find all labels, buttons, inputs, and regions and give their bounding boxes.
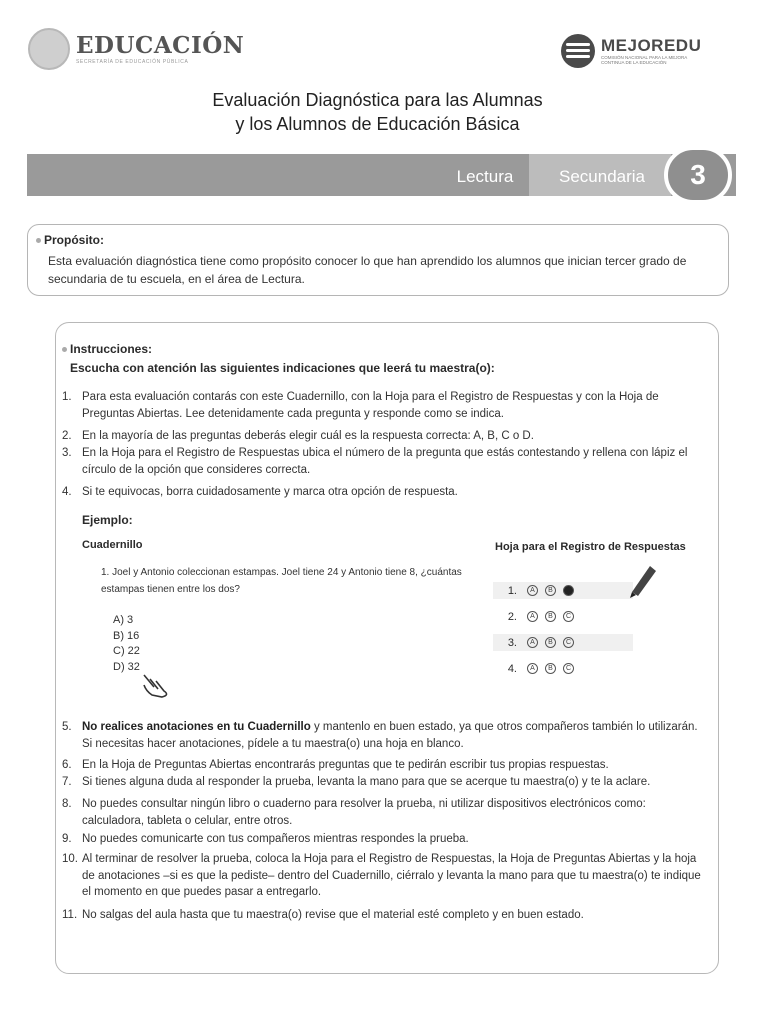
pointing-hand-icon (140, 671, 174, 699)
instruction-text: Si te equivocas, borra cuidadosamente y marca otra opción de respuesta. (82, 486, 458, 498)
mejoredu-icon (561, 34, 595, 68)
instruction-item (62, 907, 710, 924)
instruction-number: 11. (62, 909, 78, 921)
instruction-item (62, 831, 710, 848)
instruction-text: No puedes comunicarte con tus compañeros mientras respondes la prueba. (82, 833, 469, 845)
answer-bubble[interactable]: B (545, 663, 556, 674)
example-question (101, 564, 471, 598)
answer-bubble[interactable]: B (545, 585, 556, 596)
answer-bubble[interactable]: A (527, 637, 538, 648)
answer-row (493, 582, 633, 599)
answer-row (493, 660, 633, 677)
mejoredu-title: MEJOREDU (601, 36, 702, 55)
edu-subtitle: SECRETARÍA DE EDUCACIÓN PÚBLICA (76, 59, 189, 65)
item5-rest: y mantenlo en buen estado, ya que otros compañeros también lo utilizarán. Si necesitas hacer anotaciones, pídele a tu maestra(o) una hoja en blanco. (82, 721, 698, 750)
instruction-item (62, 851, 710, 901)
item5-bold: No realices anotaciones en tu Cuadernillo (82, 721, 311, 733)
instruction-text: No puedes consultar ningún libro o cuaderno para resolver la prueba, ni utilizar dispositivos electrónicos como: calculadora, tableta o celular, entre otros. (82, 798, 646, 827)
pencil-icon (626, 558, 658, 598)
bullet-icon (62, 347, 67, 352)
example-question-number: 1. (101, 567, 110, 578)
answer-row (493, 634, 633, 651)
instruction-number: 3. (62, 447, 72, 459)
answer-sheet-label: Hoja para el Registro de Respuestas (495, 541, 686, 553)
answer-bubble[interactable]: B (545, 611, 556, 622)
instruction-number: 7. (62, 776, 72, 788)
instruction-number: 6. (62, 759, 72, 771)
answer-bubble[interactable]: A (527, 611, 538, 622)
answer-bubble[interactable]: C (563, 585, 574, 596)
answer-bubble[interactable]: C (563, 637, 574, 648)
example-label: Ejemplo: (82, 513, 133, 527)
instruction-item (62, 796, 710, 829)
instruction-item: 5. No realices anotaciones en tu Cuadernillo y mantenlo en buen estado, ya que otros compañeros también lo utilizarán. Si necesitas hacer anotaciones, pídele a tu maestra(o) una hoja en blanco. (62, 721, 698, 750)
cuadernillo-label: Cuadernillo (82, 539, 143, 551)
instruction-text: Si tienes alguna duda al responder la prueba, levanta la mano para que se acerque tu maestra(o) y te la aclare. (82, 776, 651, 788)
subject-label: Lectura (456, 167, 514, 186)
mejoredu-logo (561, 34, 709, 68)
grade-badge: 3 (664, 146, 732, 204)
instructions-heading: Escucha con atención las siguientes indicaciones que leerá tu maestra(o): (70, 361, 495, 375)
instruction-item (62, 428, 710, 445)
example-option: A) 3 (113, 614, 134, 626)
instruction-number: 2. (62, 430, 72, 442)
answer-bubble[interactable]: A (527, 663, 538, 674)
instruction-number: 1. (62, 391, 72, 403)
national-seal-icon (28, 28, 70, 70)
instruction-number: 10. (62, 853, 78, 865)
example-question-text: Joel y Antonio coleccionan estampas. Joel tiene 24 y Antonio tiene 8, ¿cuántas estampas tienen entre los dos? (101, 567, 462, 595)
answer-bubble[interactable]: C (563, 663, 574, 674)
instructions-label: Instrucciones: (62, 342, 152, 356)
instruction-item (62, 757, 710, 774)
answer-row-number: 4. (507, 662, 517, 675)
instruction-item (62, 389, 710, 422)
title-line-2: y los Alumnos de Educación Básica (235, 114, 520, 134)
instruction-item (62, 774, 710, 791)
answer-bubble[interactable]: B (545, 637, 556, 648)
answer-row-number: 3. (507, 636, 517, 649)
example-option: B) 16 (113, 629, 140, 642)
level-label: Secundaria (529, 154, 671, 196)
instruction-item (62, 445, 710, 478)
instruction-text: Al terminar de resolver la prueba, coloca la Hoja para el Registro de Respuestas, la Hoja de Preguntas Abiertas y la hoja de anotaciones –si es que la pediste– dentro del Cuadernillo, ciérralo y levanta la mano para que tu maestra(o) te indique el momento en que puedes pasar a entregarlo. (82, 853, 701, 898)
answer-bubble[interactable]: C (563, 611, 574, 622)
instruction-text: En la Hoja para el Registro de Respuestas ubica el número de la pregunta que estás contestando y rellena con lápiz el círculo de la opción que consideres correcta. (82, 447, 688, 476)
mejoredu-subtitle: COMISIÓN NACIONAL PARA LA MEJORA CONTINUA DE LA EDUCACIÓN (601, 55, 688, 65)
page-title (0, 88, 755, 136)
instruction-number: 4. (62, 486, 72, 498)
instruction-number: 8. (62, 798, 72, 810)
answer-row (493, 608, 633, 625)
answer-bubble[interactable]: A (527, 585, 538, 596)
sep-logo (28, 28, 244, 70)
instruction-text: No salgas del aula hasta que tu maestra(o) revise que el material esté completo y en buen estado. (82, 909, 584, 921)
answer-row-number: 2. (507, 610, 517, 623)
instruction-number: 9. (62, 833, 72, 845)
instruction-text: En la Hoja de Preguntas Abiertas encontrarás preguntas que te pedirán escribir tus propias respuestas. (82, 759, 609, 771)
edu-title: EDUCACIÓN (76, 32, 245, 59)
proposito-box (27, 224, 729, 296)
proposito-label: Propósito: (36, 233, 104, 247)
instruction-text: En la mayoría de las preguntas deberás elegir cuál es la respuesta correcta: A, B, C o D. (82, 430, 534, 442)
bullet-icon (36, 238, 41, 243)
answer-row-number: 1. (507, 584, 517, 597)
example-option: C) 22 (113, 645, 140, 657)
title-line-1: Evaluación Diagnóstica para las Alumnas (212, 90, 543, 110)
instruction-item (62, 484, 710, 501)
proposito-text: Esta evaluación diagnóstica tiene como propósito conocer lo que han aprendido los alumnos que inician tercer grado de secundaria de tu escuela, en el área de Lectura. (48, 254, 687, 286)
example-option: D) 32 (113, 660, 140, 673)
instruction-text: Para esta evaluación contarás con este Cuadernillo, con la Hoja para el Registro de Respuestas y con la Hoja de Preguntas Abiertas. Lee detenidamente cada pregunta y responde como se indica. (82, 391, 659, 420)
